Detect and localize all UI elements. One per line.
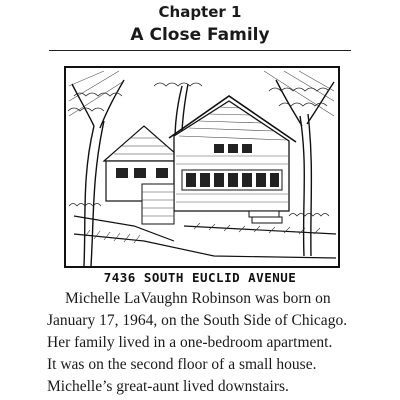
chapter-heading bbox=[0, 2, 400, 46]
chapter-number: Chapter 1 bbox=[158, 3, 242, 21]
house-illustration bbox=[64, 66, 340, 268]
body-line: Her family lived in a one-bedroom apartment. bbox=[47, 334, 333, 351]
body-paragraph bbox=[0, 288, 400, 398]
illustration-caption: 7436 SOUTH EUCLID AVENUE bbox=[103, 270, 297, 285]
heading-divider bbox=[49, 50, 351, 51]
body-line: January 17, 1964, on the South Side of Chicago. bbox=[47, 312, 348, 329]
body-line: Michelle’s great-aunt lived downstairs. bbox=[47, 378, 289, 395]
chapter-title: A Close Family bbox=[130, 25, 270, 45]
body-line: Michelle LaVaughn Robinson was born on bbox=[65, 290, 331, 307]
body-line: It was on the second floor of a small house. bbox=[47, 356, 317, 373]
